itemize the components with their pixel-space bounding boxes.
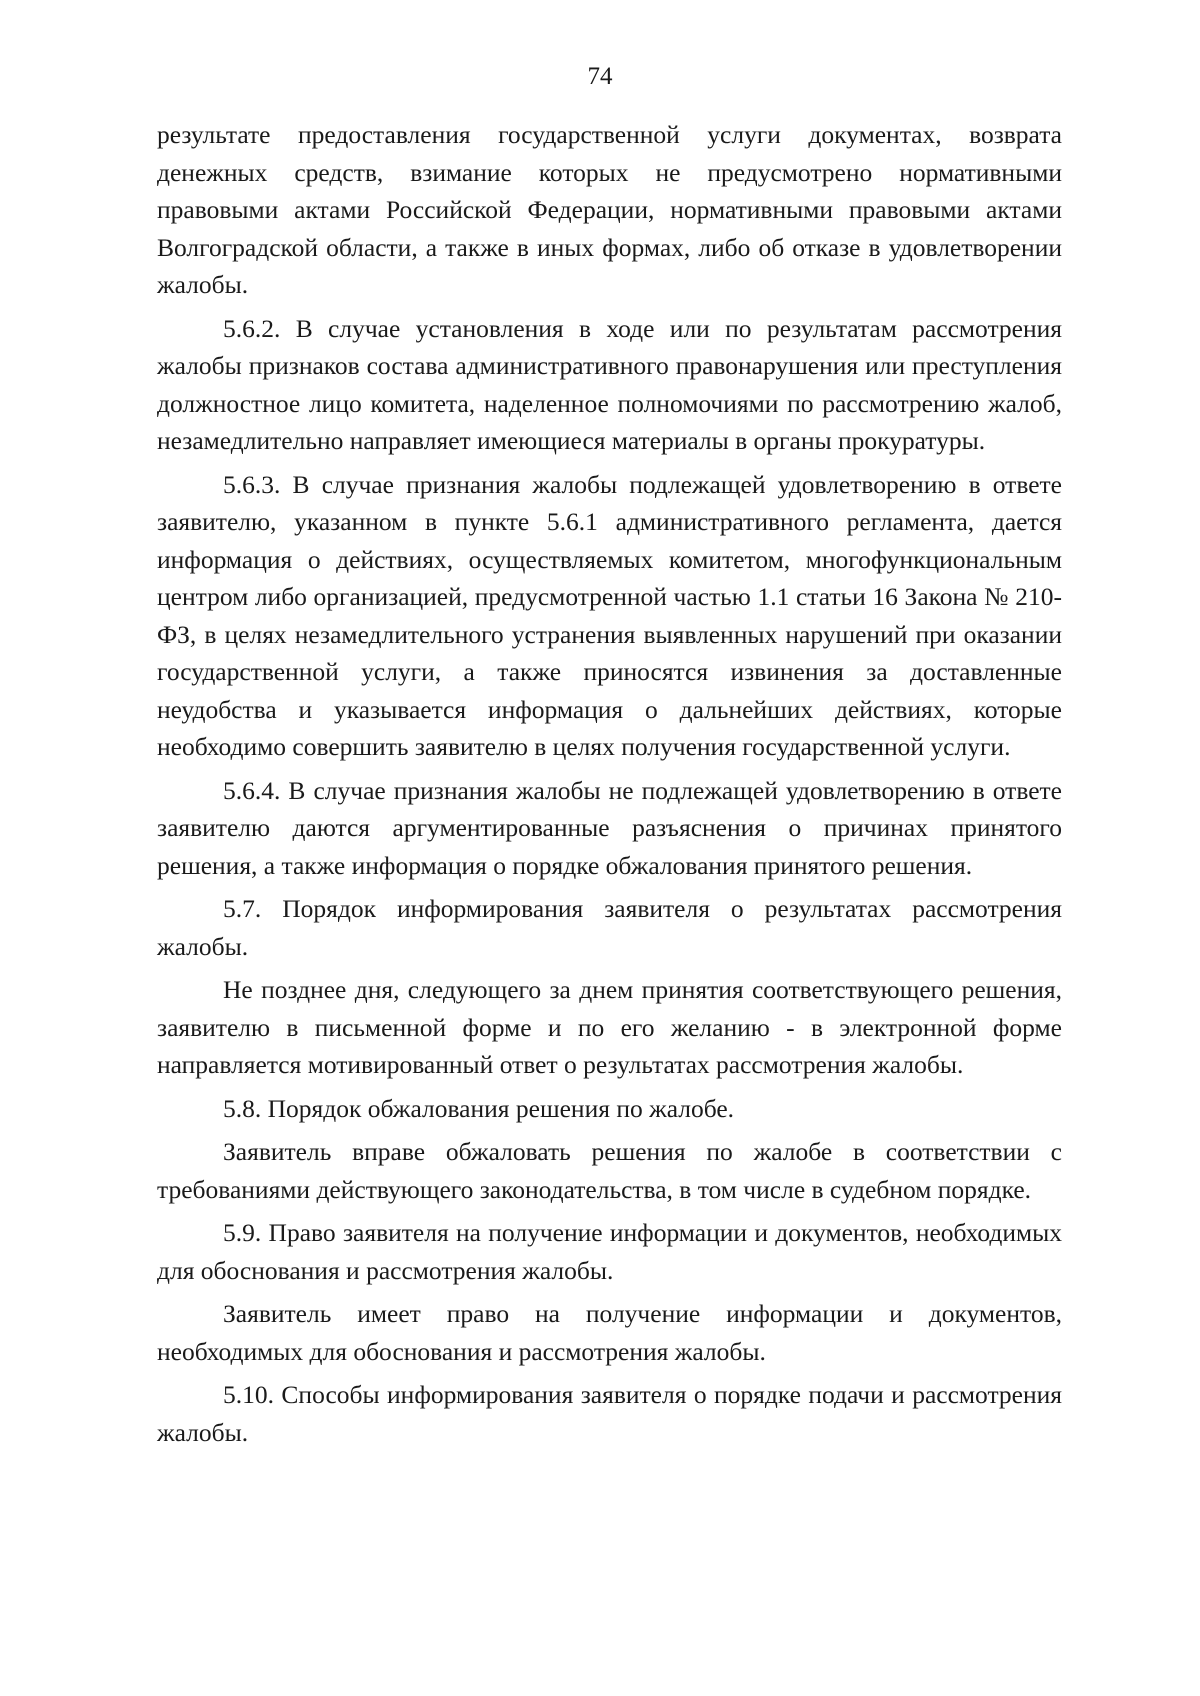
document-body	[157, 116, 1062, 1451]
heading-5-10: 5.10. Способы информирования заявителя о порядке подачи и рассмотрения жалобы.	[157, 1380, 1062, 1447]
heading-5-9: 5.9. Право заявителя на получение информации и документов, необходимых для обоснования и рассмотрения жалобы.	[157, 1218, 1062, 1285]
heading-5-7: 5.7. Порядок информирования заявителя о результатах рассмотрения жалобы.	[157, 894, 1062, 961]
paragraph-5-6-4: 5.6.4. В случае признания жалобы не подлежащей удовлетворению в ответе заявителю даются аргументированные разъяснения о причинах принятого решения, а также информация о порядке обжалования принятого решения.	[157, 775, 1062, 880]
paragraph-5-8-text: Заявитель вправе обжаловать решения по жалобе в соответствии с требованиями действующего законодательства, в том числе в судебном порядке.	[157, 1137, 1062, 1204]
paragraph-continuation: результате предоставления государственной услуги документах, возврата денежных средств, взимание которых не предусмотрено нормативными правовыми актами Российской Федерации, нормативными правовыми актами Волгоградской области, а также в иных формах, либо об отказе в удовлетворении жалобы.	[157, 120, 1062, 299]
paragraph-5-6-2: 5.6.2. В случае установления в ходе или по результатам рассмотрения жалобы признаков состава административного правонарушения или преступления должностное лицо комитета, наделенное полномочиями по рассмотрению жалоб, незамедлительно направляет имеющиеся материалы в органы прокуратуры.	[157, 313, 1062, 455]
heading-5-8: 5.8. Порядок обжалования решения по жалобе.	[223, 1093, 735, 1123]
paragraph-5-7-text: Не позднее дня, следующего за днем принятия соответствующего решения, заявителю в письменной форме и по его желанию - в электронной форме направляется мотивированный ответ о результатах рассмотрения жалобы.	[157, 975, 1062, 1079]
paragraph-5-9-text: Заявитель имеет право на получение информации и документов, необходимых для обоснования и рассмотрения жалобы.	[157, 1299, 1062, 1366]
page-number: 74	[587, 63, 613, 90]
paragraph-5-6-3: 5.6.3. В случае признания жалобы подлежащей удовлетворению в ответе заявителю, указанном в пункте 5.6.1 административного регламента, дается информация о действиях, осуществляемых комитетом, многофункциональным центром либо организацией, предусмотренной частью 1.1 статьи 16 Закона № 210-ФЗ, в целях незамедлительного устранения выявленных нарушений при оказании государственной услуги, а также приносятся извинения за доставленные неудобства и указывается информация о дальнейших действиях, которые необходимо совершить заявителю в целях получения государственной услуги.	[157, 469, 1062, 761]
